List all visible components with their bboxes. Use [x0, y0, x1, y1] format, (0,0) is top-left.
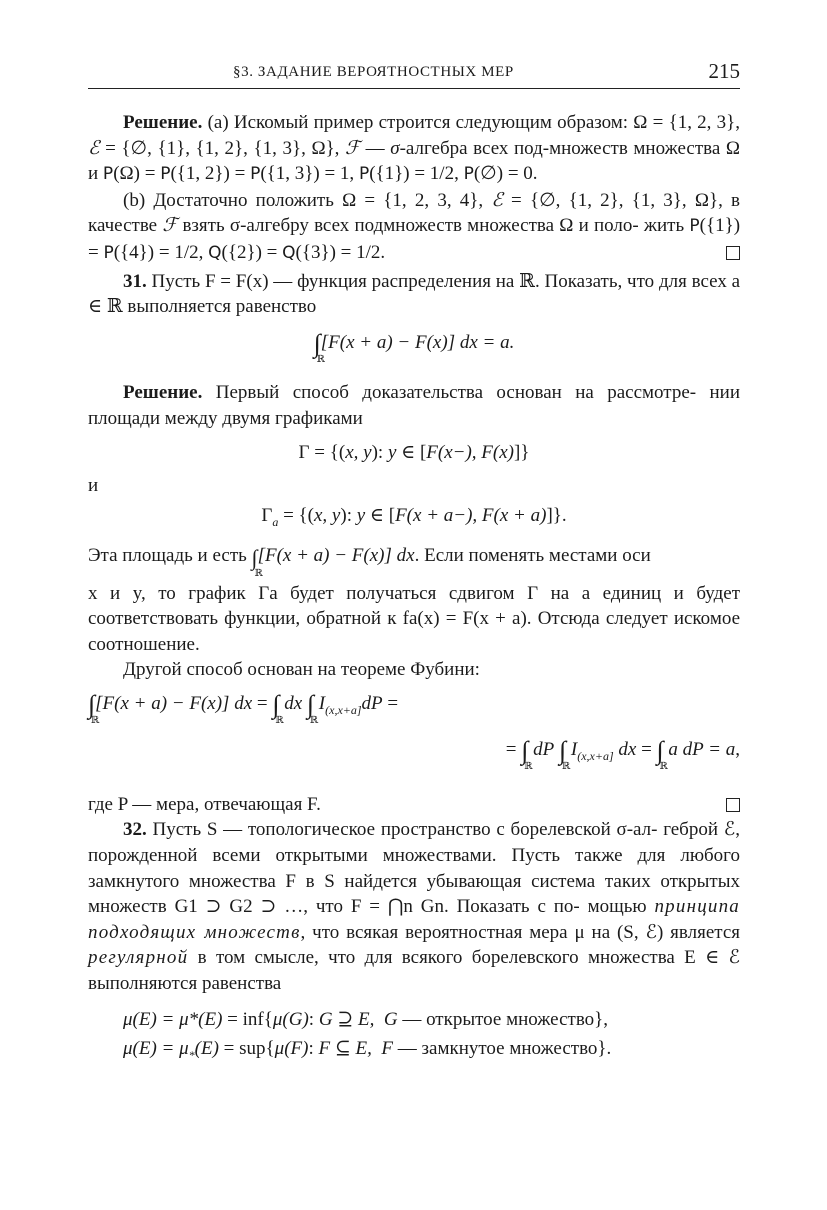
page-number: 215 [708, 59, 740, 83]
p32-l6a: мера μ на (S, ℰ) является [529, 921, 741, 943]
area-paragraph: Эта площадь и есть ∫ ℝ [F(x + a) − F(x)] dx. Если поменять местами оси [88, 545, 651, 580]
swap-text3: искомое соотношение. [88, 608, 741, 655]
p32-l6b: в том смысле, что для всякого [197, 947, 463, 969]
equation-mu-upper: μ(E) = μ*(E) = inf{μ(G): G ⊇ E, G — открытое множество}, [123, 1008, 609, 1030]
open-set: открытое множество [426, 1008, 595, 1030]
problem-31-text: Пусть F = F(x) — функция распределения на ℝ. Показать, что [151, 270, 655, 292]
where-measure: где P — мера, отвечающая F. [88, 793, 321, 815]
p30-wrap: жить [643, 215, 685, 237]
area-sentence: Эта площадь и есть [88, 545, 247, 567]
p32-l5b: , что всякая вероятностная [300, 921, 523, 943]
p32-l1: Пусть S — топологическое пространство с борелевской σ-ал- [152, 819, 658, 841]
p32-l2: геброй ℰ, порожденной всеми открытыми множествами. Пусть также [88, 819, 740, 867]
problem-32-number: 32. [123, 819, 147, 841]
swap-text2: соответствовать функции, обратной к fa(x) = F(x + a). Отсюда следует [88, 608, 668, 630]
p32-l3: для любого замкнутого множества F в S найдется убывающая система [88, 845, 741, 892]
page-header [88, 58, 740, 89]
solution-b-intro: (b) Достаточно положить [123, 189, 334, 211]
p30-assign: взять σ-алгебру всех подмножеств множества Ω и поло- [182, 215, 639, 237]
fubini-line: Другой способ основан на теореме Фубини: [123, 659, 480, 681]
solution-31-paragraph [88, 380, 740, 431]
equation-fubini-2: = ∫ ℝ dP ∫ ℝ $I_{(x,x+a]}$ dx = ∫ ℝ a dP = a, [505, 736, 740, 773]
swap-text: x и y, то график Γa будет получаться сдвигом Γ на a единиц и будет [88, 582, 740, 604]
p32-regular: регулярной [88, 947, 189, 969]
p32-l5a: мощью [587, 896, 647, 918]
solution-a-intro: (a) Искомый пример строится следующим образом: [207, 112, 629, 133]
equation-gamma-a: $\Gamma_a = \{(x$, y): y ∈ [F(x + a−), F(x + a)]}. [261, 504, 567, 529]
solution-b-paragraph: (b) Достаточно положить Ω = {1, 2, 3, 4}, ℰ = {∅, {1, 2}, {1, 3}, Ω}, в качестве ℱ взять σ-алгебру всех подмножеств множества Ω и поло- жить P({1}) = P({4}) = 1/2, Q({2}) = Q({3}) = 1/2. [88, 189, 741, 263]
problem-31-text2: для всех a ∈ ℝ выполняется равенство [88, 270, 741, 318]
swap-paragraph [88, 581, 740, 658]
qed-icon [726, 246, 740, 260]
area-tail: Если поменять местами оси [424, 545, 651, 567]
solution-30-paragraph: Решение. (a) Искомый пример строится следующим образом: Ω = {1, 2, 3}, ℰ = {∅, {1}, {1, 2}, {1, 3}, Ω}, ℱ — σ-алгебра всех под-множеств множества Ω и P(Ω) = P({1, 2}) = P({1, 3}) = 1, P({1}) = 1/2, P(∅) = 0. [88, 112, 741, 185]
page-body [88, 110, 740, 1069]
p32-l7: борелевского множества E ∈ ℰ выполняются равенства [88, 947, 741, 995]
solution-label-31: Решение. [123, 382, 203, 404]
problem-32 [88, 817, 740, 996]
equation-integral-a: ∫ ℝ [F(x + a) − F(x)] dx = a. [313, 328, 515, 365]
qed-icon-2 [726, 798, 740, 812]
problem-31 [88, 269, 740, 320]
solution-31-text2: нии площади между двумя графиками [88, 382, 741, 429]
equation-fubini-1: ∫ ℝ [F(x + a) − F(x)] dx = ∫ ℝ dx ∫ ℝ $I_{(x,x+a]}dP$ = [88, 690, 399, 727]
where-measure-line [88, 792, 740, 818]
p32-principle: принципа подходящих множеств [88, 896, 740, 943]
closed-set: замкнутое множество [421, 1038, 598, 1060]
solution-31-text: Первый способ доказательства основан на рассмотре- [215, 382, 697, 404]
problem-31-number: 31. [123, 270, 147, 292]
and-word: и [88, 475, 99, 497]
equation-mu-lower: $\mu(E) = \mu_*(E) = sup\{\mu(F)$: F ⊆ E, F — замкнутое множество}. [123, 1038, 612, 1062]
p32-l4: таких открытых множеств G1 ⊃ G2 ⊃ …, что F = ⋂n Gn. Показать с по- [88, 870, 740, 918]
solution-label: Решение. [123, 112, 203, 133]
equation-gamma: Γ = {(x, y): y ∈ [F(x−), F(x)]} [298, 441, 530, 463]
running-title: §3. ЗАДАНИЕ ВЕРОЯТНОСТНЫХ МЕР [233, 64, 514, 80]
